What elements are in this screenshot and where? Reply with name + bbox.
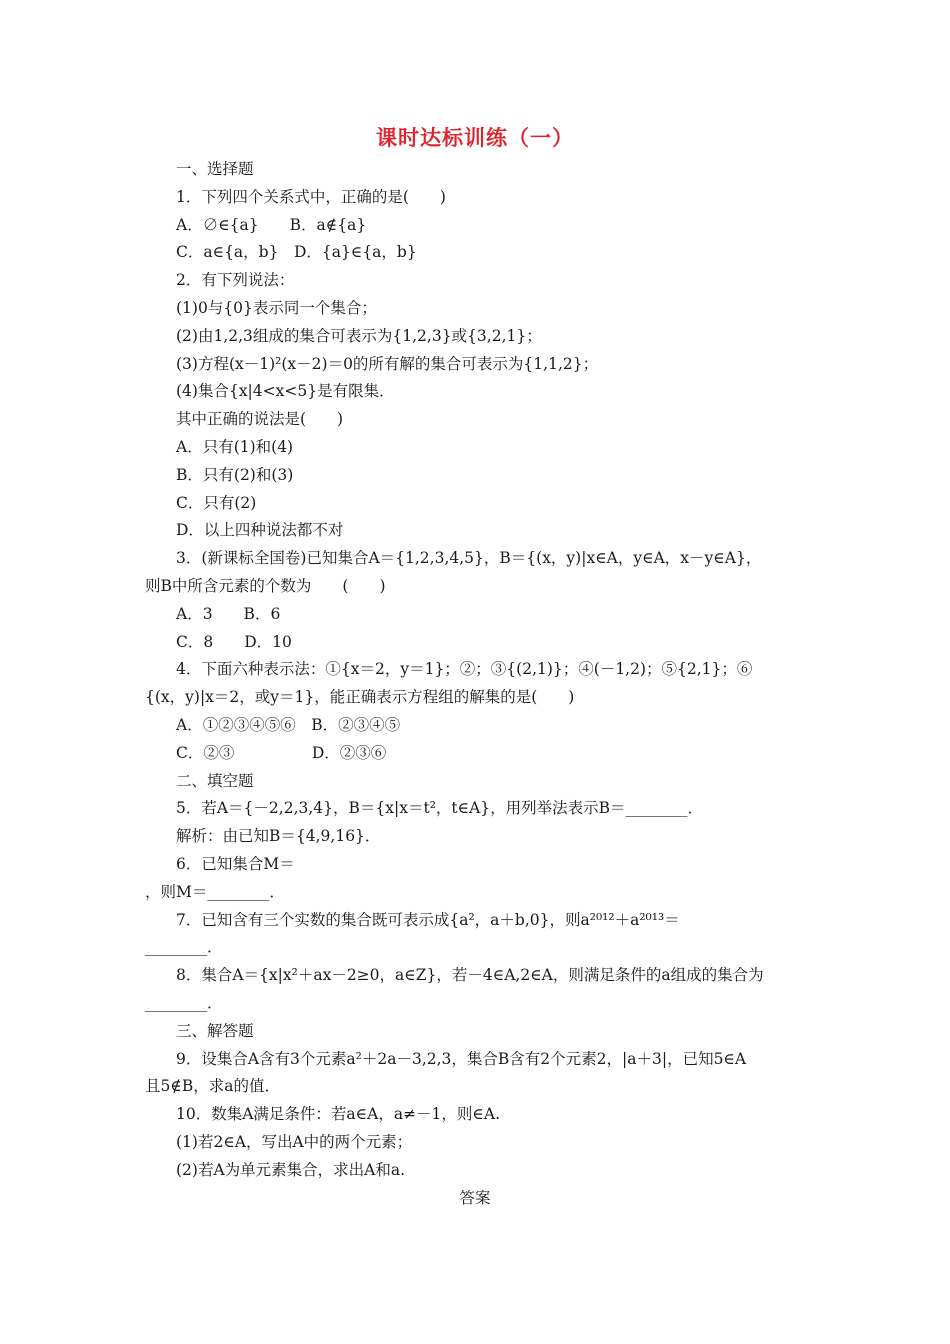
text-line: ________． xyxy=(145,994,223,1012)
text-line: 二、填空题 xyxy=(176,771,254,790)
text-line: C．只有(2) xyxy=(176,493,257,512)
text-line: (2)若A为单元素集合，求出A和a. xyxy=(176,1160,406,1179)
text-line: A．只有(1)和(4) xyxy=(176,438,294,456)
text-line: A．①②③④⑤⑥ B．②③④⑤ xyxy=(176,716,401,734)
text-line: 8．集合A＝{x|x²＋ax－2≥0，a∈Z}，若－4∈A,2∈A，则满足条件的a组成的集合为 xyxy=(176,966,764,985)
text-line: 7．已知含有三个实数的集合既可表示成{a²，a＋b,0}，则a²⁰¹²＋a²⁰¹³＝ xyxy=(176,910,680,929)
text-line: (2)由1,2,3组成的集合可表示为{1,2,3}或{3,2,1}； xyxy=(176,326,542,345)
text-line: A．3 B．6 xyxy=(176,604,281,623)
text-line: C．②③ D．②③⑥ xyxy=(176,743,387,762)
text-line: (1)0与{0}表示同一个集合； xyxy=(176,299,377,317)
text-line: 其中正确的说法是( ) xyxy=(176,410,344,429)
text-line: B．只有(2)和(3) xyxy=(176,465,294,484)
text-line: C．a∈{a，b} D．{a}∈{a，b} xyxy=(176,243,417,262)
text-line: 10．数集A满足条件：若a∈A，a≠－1，则∈A. xyxy=(176,1105,501,1124)
text-line: 4．下面六种表示法：①{x＝2，y＝1}；②；③{(2,1)}；④(－1,2)；⑤{2,1}；⑥ xyxy=(176,660,753,679)
text-line: 解析：由已知B＝{4,9,16}． xyxy=(176,827,381,846)
text-line: 则B中所含元素的个数为 ( ) xyxy=(145,577,386,595)
text-line: ，则M＝________． xyxy=(145,882,285,901)
text-line: A．∅∈{a} B．a∉{a} xyxy=(176,215,367,234)
text-line: 且5∉B，求a的值． xyxy=(145,1077,280,1096)
text-line: 三、解答题 xyxy=(176,1021,254,1040)
text-line: 6．已知集合M＝ xyxy=(176,855,295,873)
text-line: 3．(新课标全国卷)已知集合A＝{1,2,3,4,5}，B＝{(x，y)|x∈A，y∈A，x－y∈A}， xyxy=(176,549,762,568)
text-line: ________． xyxy=(145,938,223,957)
answer-heading: 答案 xyxy=(459,1189,491,1207)
text-line: 1．下列四个关系式中，正确的是( ) xyxy=(176,187,446,206)
text-line: 一、选择题 xyxy=(176,160,254,178)
document-title: 课时达标训练（一） xyxy=(376,125,574,150)
text-line: 5．若A＝{－2,2,3,4}，B＝{x|x＝t²，t∈A}，用列举法表示B＝________． xyxy=(176,799,704,818)
text-line: (3)方程(x－1)²(x－2)＝0的所有解的集合可表示为{1,1,2}； xyxy=(176,354,599,373)
text-line: C．8 D．10 xyxy=(176,632,292,651)
text-line: (1)若2∈A，写出A中的两个元素； xyxy=(176,1133,413,1151)
text-line: 2．有下列说法： xyxy=(176,271,295,290)
text-line: {(x，y)|x＝2，或y＝1}，能正确表示方程组的解集的是( ) xyxy=(145,688,575,707)
text-line: (4)集合{x|4<x<5}是有限集． xyxy=(176,382,395,401)
text-line: 9．设集合A含有3个元素a²＋2a－3,2,3，集合B含有2个元素2，|a＋3|，已知5∈A xyxy=(176,1049,747,1068)
text-line: D．以上四种说法都不对 xyxy=(176,521,344,540)
